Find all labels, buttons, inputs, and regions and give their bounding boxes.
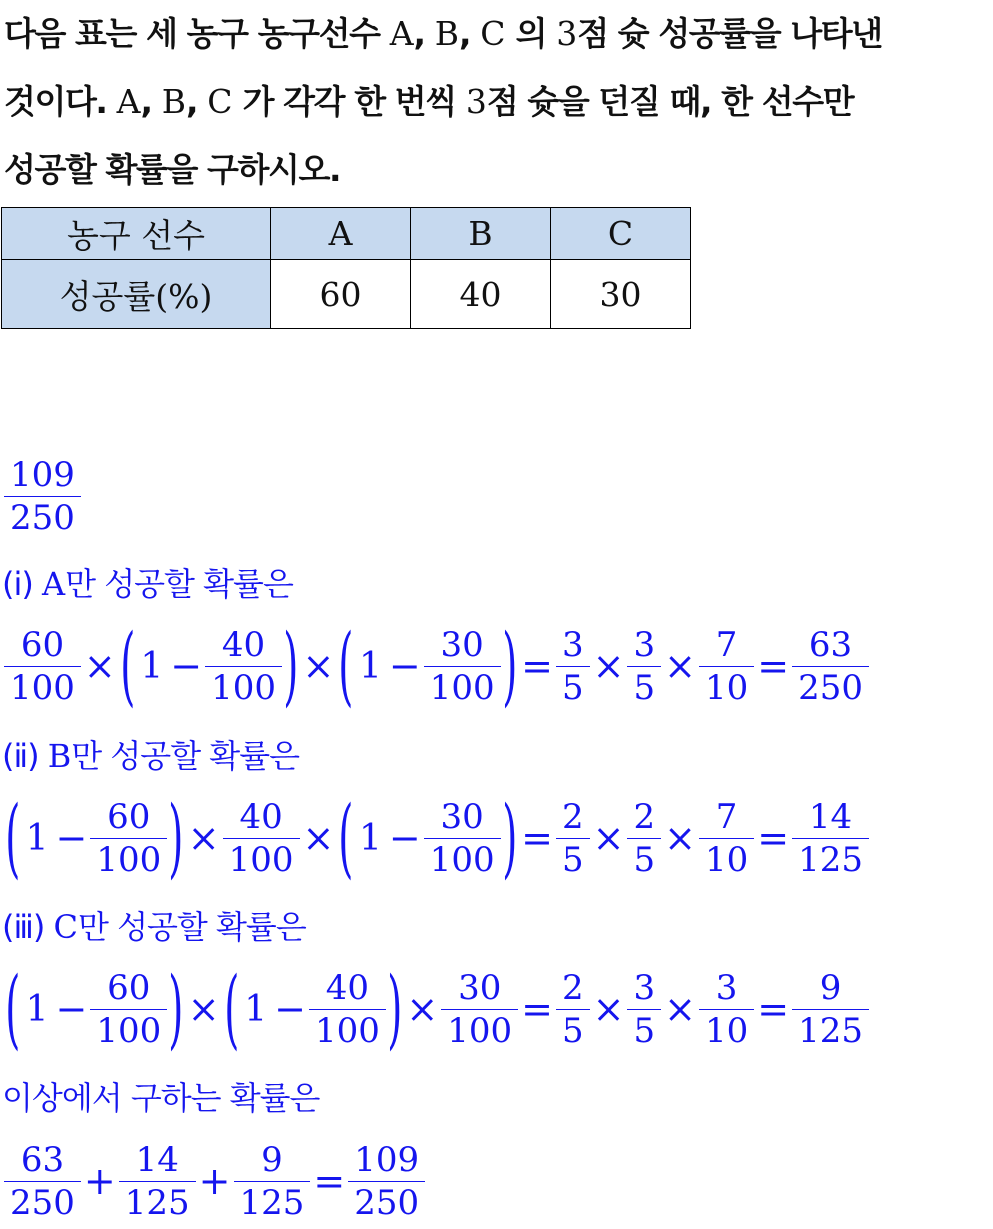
right-paren: ) <box>501 616 517 716</box>
text: 다음 표는 세 농구 농구선수 <box>4 14 390 53</box>
right-paren: ) <box>501 788 517 888</box>
denominator: 125 <box>792 838 869 881</box>
case-number: (ⅱ) <box>2 737 48 775</box>
times-sign: × <box>83 644 116 688</box>
numerator: 2 <box>562 796 584 837</box>
problem-line-3: 성공할 확률을 구하시오. <box>4 150 341 189</box>
fraction <box>627 796 661 881</box>
problem-line-1 <box>4 0 989 68</box>
plus-sign: + <box>198 1159 231 1203</box>
number-3: 3 <box>556 14 578 53</box>
table-header-row <box>2 208 691 260</box>
fraction <box>627 624 661 709</box>
one: 1 <box>244 988 268 1030</box>
equals-sign: = <box>757 644 790 688</box>
numerator: 63 <box>808 624 853 665</box>
minus-sign: − <box>170 644 203 688</box>
denominator: 5 <box>556 1009 590 1052</box>
denominator: 125 <box>119 1181 196 1224</box>
comma: , <box>459 14 481 53</box>
case-number: (ⅰ) <box>2 565 43 603</box>
denominator: 100 <box>90 838 167 881</box>
minus-sign: − <box>55 816 88 860</box>
one: 1 <box>358 817 382 859</box>
numerator: 30 <box>458 967 502 1008</box>
numerator: 3 <box>562 624 584 665</box>
left-paren: ( <box>338 616 354 716</box>
summary-label: 이상에서 구하는 확률은 <box>2 1079 320 1117</box>
numerator: 14 <box>808 796 853 837</box>
times-sign: × <box>664 987 696 1031</box>
denominator: 125 <box>234 1181 311 1224</box>
denominator: 5 <box>627 666 661 709</box>
denominator: 10 <box>699 838 754 881</box>
text: 것이다. <box>4 82 117 121</box>
value-cell-c: 30 <box>551 260 691 329</box>
denominator: 10 <box>699 666 754 709</box>
numerator: 9 <box>819 967 842 1008</box>
numerator: 7 <box>715 796 738 837</box>
number-3: 3 <box>465 82 487 121</box>
denominator: 5 <box>627 838 661 881</box>
minus-sign: − <box>55 987 88 1031</box>
fraction <box>441 967 518 1052</box>
fraction <box>205 624 282 709</box>
right-paren: ) <box>168 788 184 888</box>
fraction <box>309 967 386 1052</box>
case2-equation <box>4 790 869 886</box>
fraction <box>90 967 167 1052</box>
minus-sign: − <box>388 816 421 860</box>
denominator: 250 <box>348 1181 425 1224</box>
times-sign: × <box>664 816 696 860</box>
header-cell-a: A <box>271 208 411 260</box>
case-number: (ⅲ) <box>2 908 54 946</box>
fraction <box>4 624 81 709</box>
case1-label <box>2 562 293 606</box>
numerator: 60 <box>107 967 151 1008</box>
denominator: 100 <box>309 1009 386 1052</box>
times-sign: × <box>406 987 439 1031</box>
text: 의 <box>505 14 557 53</box>
player-b: B <box>161 82 187 121</box>
value-cell-a: 60 <box>271 260 411 329</box>
times-sign: × <box>592 987 625 1031</box>
numerator: 30 <box>440 624 484 665</box>
case1-equation <box>4 618 869 714</box>
left-paren: ( <box>338 788 354 888</box>
denominator: 250 <box>4 496 81 539</box>
one: 1 <box>140 645 164 687</box>
fraction <box>556 624 590 709</box>
one: 1 <box>358 645 382 687</box>
fraction <box>4 1139 81 1224</box>
numerator: 60 <box>107 796 151 837</box>
comma: , <box>140 82 162 121</box>
denominator: 5 <box>556 666 590 709</box>
denominator: 5 <box>627 1009 661 1052</box>
equals-sign: = <box>313 1159 346 1203</box>
denominator: 100 <box>223 838 300 881</box>
fraction <box>699 796 754 881</box>
label-text: 만 성공할 확률은 <box>71 737 300 775</box>
times-sign: × <box>187 987 220 1031</box>
label-text: 만 성공할 확률은 <box>65 565 293 603</box>
player-a: A <box>389 14 414 53</box>
case2-label <box>2 734 299 778</box>
numerator: 63 <box>20 1139 65 1180</box>
value-cell-b: 40 <box>411 260 551 329</box>
numerator: 3 <box>633 967 656 1008</box>
fraction <box>90 796 167 881</box>
numerator: 2 <box>562 967 584 1008</box>
left-paren: ( <box>5 959 21 1059</box>
comma: , <box>413 14 435 53</box>
denominator: 100 <box>424 838 501 881</box>
plus-sign: + <box>83 1159 116 1203</box>
denominator: 125 <box>792 1009 869 1052</box>
fraction <box>424 624 501 709</box>
numerator: 7 <box>715 624 738 665</box>
numerator: 40 <box>221 624 266 665</box>
case3-label <box>2 905 306 949</box>
times-sign: × <box>664 644 696 688</box>
denominator: 250 <box>4 1181 81 1224</box>
numerator: 14 <box>135 1139 179 1180</box>
denominator: 5 <box>556 838 590 881</box>
problem-statement <box>4 0 989 204</box>
player: A <box>42 565 66 603</box>
answer-fraction <box>4 454 81 539</box>
fraction <box>792 796 869 881</box>
denominator: 250 <box>792 666 869 709</box>
comma: , <box>186 82 208 121</box>
player-c: C <box>207 82 233 121</box>
fraction <box>556 796 590 881</box>
summary-equation <box>4 1133 425 1229</box>
fraction <box>234 1139 311 1224</box>
minus-sign: − <box>274 987 306 1031</box>
numerator: 40 <box>239 796 283 837</box>
left-paren: ( <box>5 788 21 888</box>
text: 점 슛 성공률을 나타낸 <box>577 14 882 53</box>
denominator: 100 <box>90 1009 167 1052</box>
times-sign: × <box>187 816 220 860</box>
equals-sign: = <box>521 987 553 1031</box>
numerator: 40 <box>325 967 370 1008</box>
right-paren: ) <box>387 959 403 1059</box>
numerator: 109 <box>10 454 75 495</box>
numerator: 3 <box>633 624 656 665</box>
denominator: 10 <box>699 1009 754 1052</box>
times-sign: × <box>592 644 625 688</box>
right-paren: ) <box>168 959 184 1059</box>
denominator: 100 <box>205 666 282 709</box>
fraction <box>424 796 501 881</box>
times-sign: × <box>302 816 335 860</box>
header-cell-c: C <box>551 208 691 260</box>
player-c: C <box>480 14 506 53</box>
one: 1 <box>25 988 49 1030</box>
times-sign: × <box>592 816 625 860</box>
times-sign: × <box>302 644 335 688</box>
minus-sign: − <box>388 644 421 688</box>
numerator: 60 <box>20 624 65 665</box>
row-label-success-rate: 성공률(%) <box>2 260 271 329</box>
player-a: A <box>116 82 141 121</box>
fraction <box>223 796 300 881</box>
numerator: 9 <box>261 1139 283 1180</box>
fraction <box>556 967 590 1052</box>
success-rate-table <box>1 207 691 329</box>
player-b: B <box>434 14 460 53</box>
one: 1 <box>25 817 49 859</box>
equals-sign: = <box>521 644 553 688</box>
equals-sign: = <box>757 987 790 1031</box>
player: C <box>53 908 79 946</box>
numerator: 3 <box>715 967 738 1008</box>
fraction <box>699 624 754 709</box>
left-paren: ( <box>223 959 239 1059</box>
text: 가 각각 한 번씩 <box>232 82 466 121</box>
numerator: 109 <box>354 1139 420 1180</box>
numerator: 2 <box>633 796 656 837</box>
fraction <box>792 967 869 1052</box>
text: 점 슛을 던질 때, 한 선수만 <box>486 82 854 121</box>
player: B <box>47 737 72 775</box>
denominator: 100 <box>424 666 501 709</box>
numerator: 30 <box>440 796 484 837</box>
fraction <box>348 1139 425 1224</box>
answer <box>4 448 81 544</box>
case3-equation <box>4 961 869 1057</box>
equals-sign: = <box>757 816 790 860</box>
problem-line-2 <box>4 68 989 136</box>
left-paren: ( <box>119 616 136 716</box>
fraction <box>792 624 869 709</box>
header-cell-player: 농구 선수 <box>2 208 271 260</box>
fraction <box>627 967 661 1052</box>
fraction <box>699 967 754 1052</box>
fraction <box>119 1139 196 1224</box>
denominator: 100 <box>441 1009 518 1052</box>
equals-sign: = <box>521 816 553 860</box>
right-paren: ) <box>283 616 299 716</box>
label-text: 만 성공할 확률은 <box>78 908 306 946</box>
table-row <box>2 260 691 329</box>
denominator: 100 <box>4 666 81 709</box>
header-cell-b: B <box>411 208 551 260</box>
